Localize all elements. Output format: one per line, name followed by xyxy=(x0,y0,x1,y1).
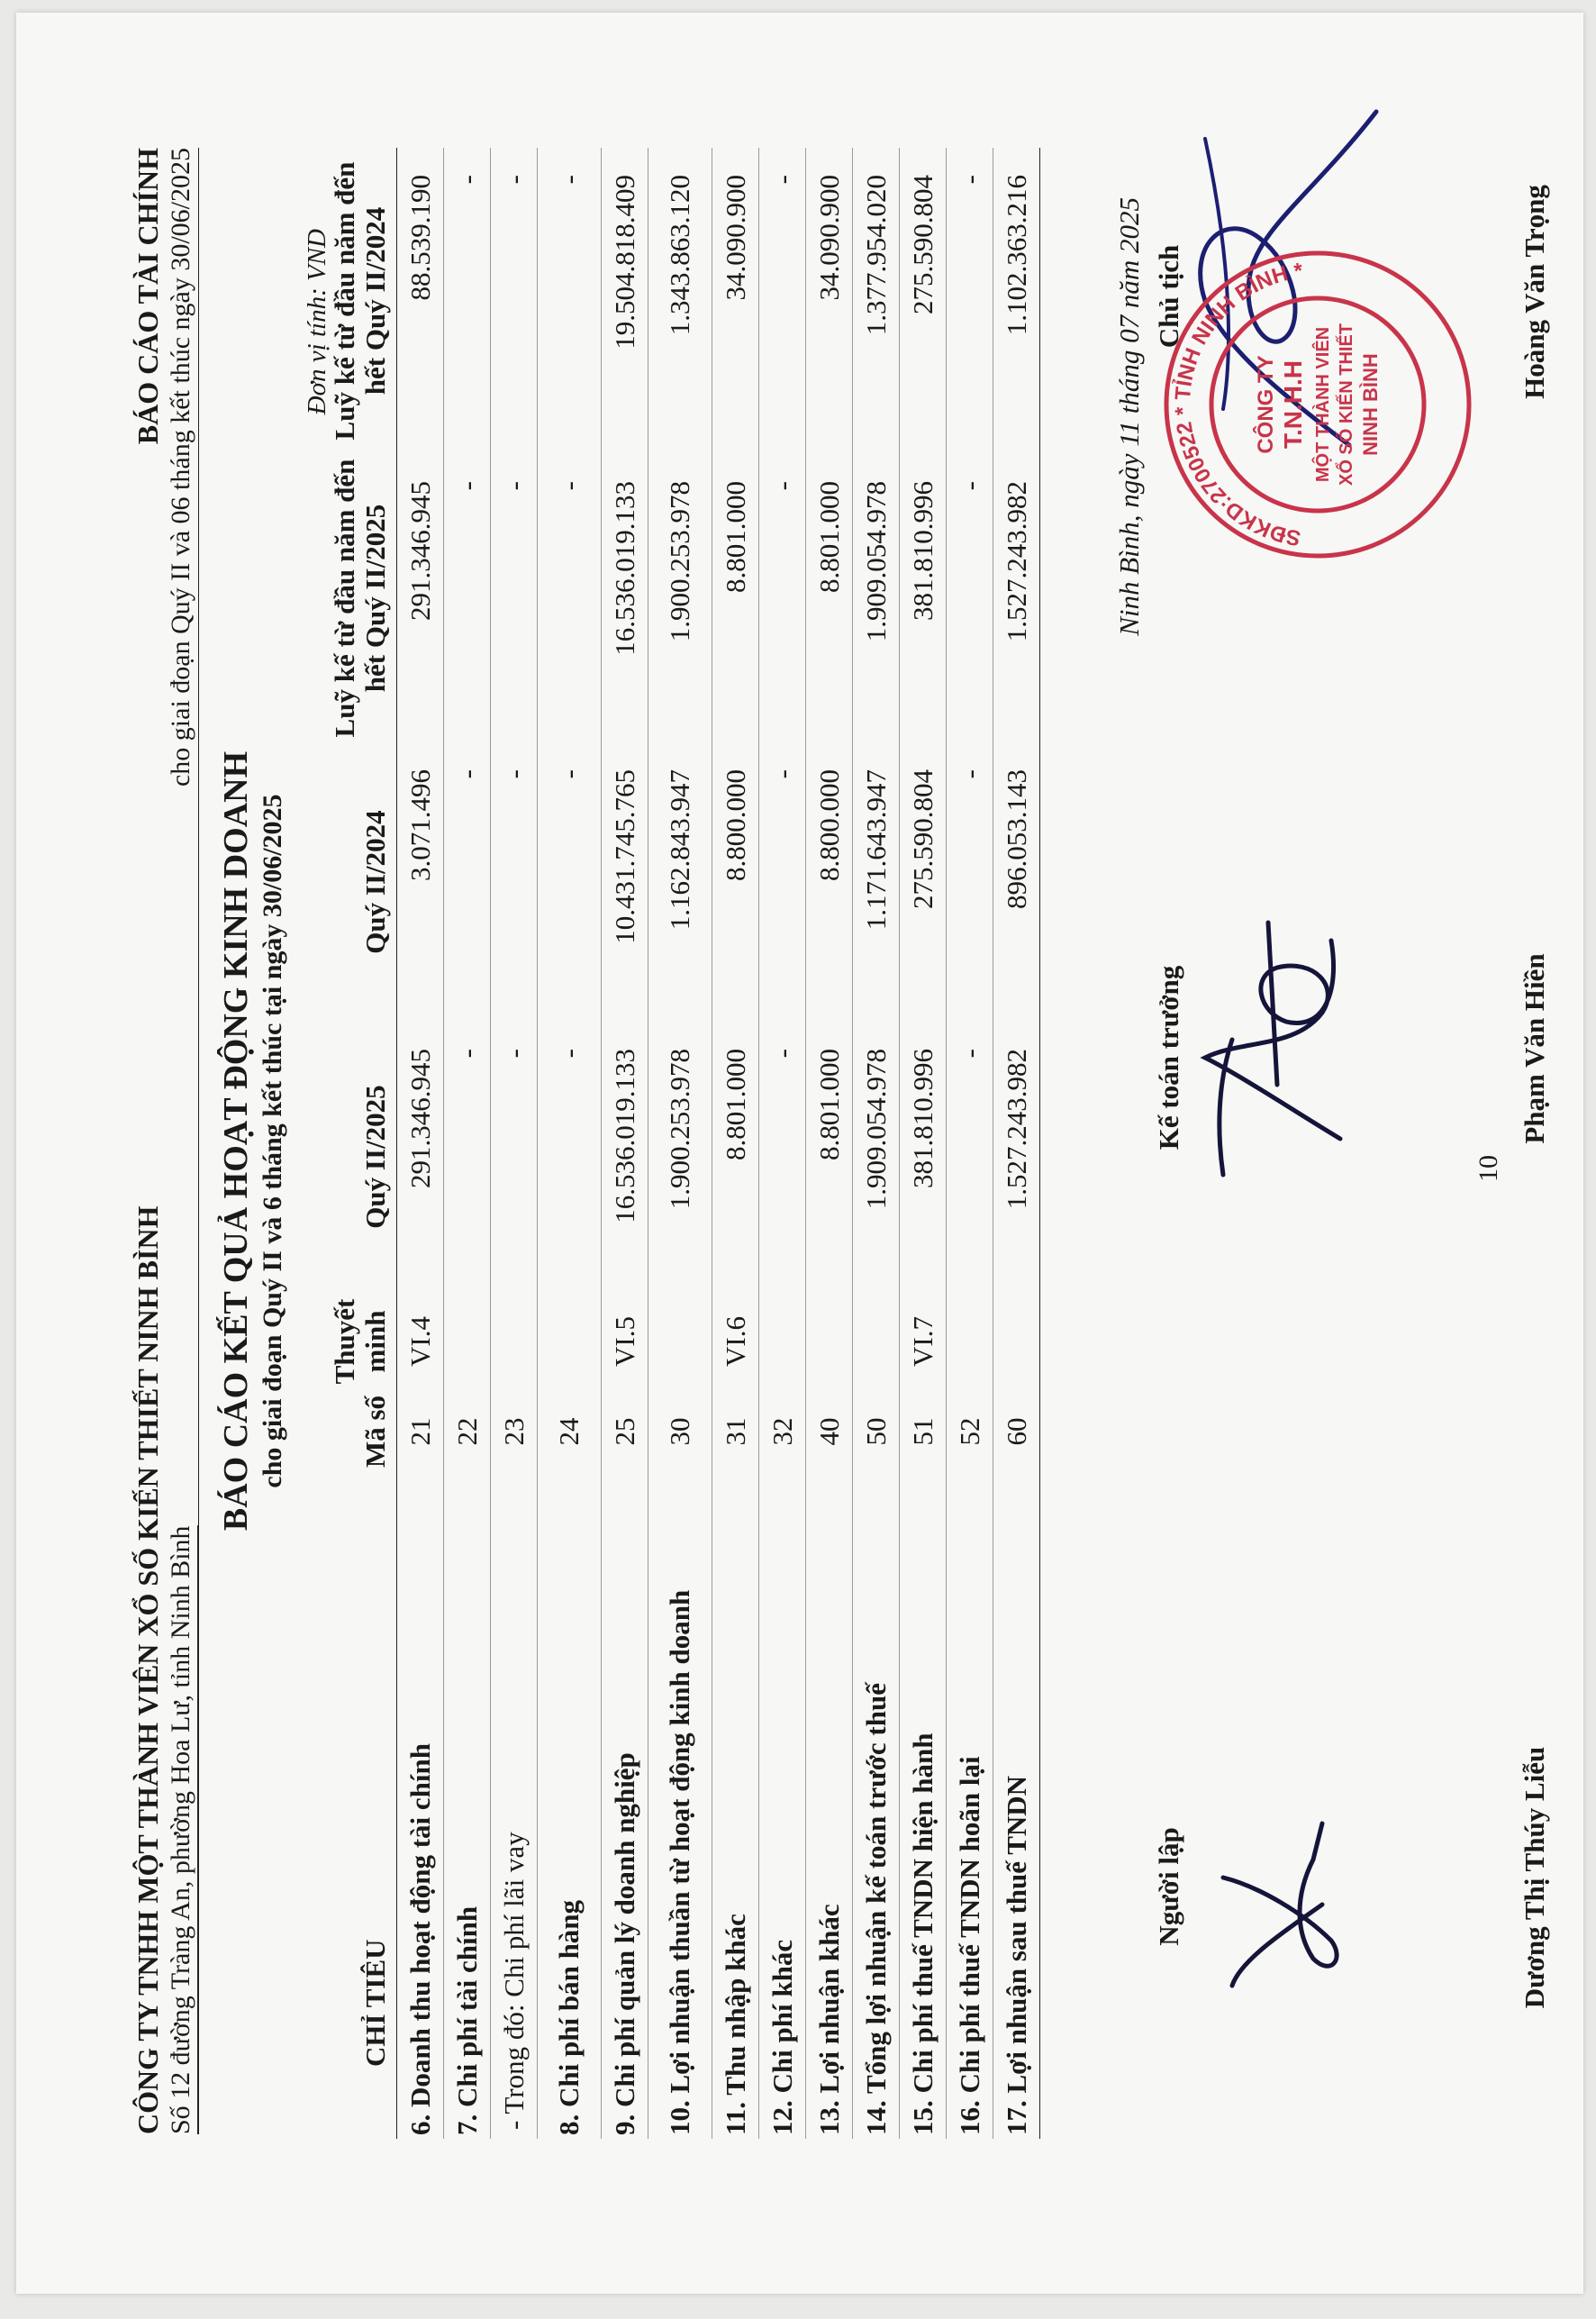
cell-item: 10. Lợi nhuận thuần từ hoạt động kinh doanh xyxy=(648,1472,712,2139)
cell-item: 16. Chi phí thuế TNDN hoãn lại xyxy=(947,1472,993,2139)
cell-code: 24 xyxy=(538,1391,602,1472)
table-row xyxy=(947,148,993,2139)
income-statement-table xyxy=(324,148,1040,2139)
document-sheet xyxy=(16,13,1583,2294)
cell-q2-2024: - xyxy=(491,742,538,1022)
cell-q2-2024: 8.800.000 xyxy=(712,742,759,1022)
cell-ytd-2024: 1.343.863.120 xyxy=(648,148,712,454)
cell-code: 21 xyxy=(397,1391,444,1472)
cell-q2-2025: 1.909.054.978 xyxy=(853,1022,900,1292)
cell-ytd-2024: 275.590.804 xyxy=(900,148,947,454)
seal-line-1: CÔNG TY xyxy=(1254,355,1278,454)
table-row xyxy=(712,148,759,2139)
cell-q2-2024: - xyxy=(947,742,993,1022)
seal-ring-text: SĐKKD:2700522 * TỈNH NINH BÌNH * xyxy=(1170,259,1305,550)
cell-code: 30 xyxy=(648,1391,712,1472)
header-divider xyxy=(198,148,199,2134)
col-header-q2-2025: Quý II/2025 xyxy=(324,1022,397,1292)
col-header-note: Thuyết minh xyxy=(324,1292,397,1391)
cell-q2-2025: 8.801.000 xyxy=(806,1022,853,1292)
cell-code: 23 xyxy=(491,1391,538,1472)
table-row xyxy=(397,148,444,2139)
preparer-name: Dương Thị Thúy Liễu xyxy=(1519,1746,1550,2009)
table-row xyxy=(900,148,947,2139)
cell-note xyxy=(648,1292,712,1391)
page-number: 10 xyxy=(1474,1155,1503,1182)
seal-line-2: T.N.H.H xyxy=(1279,360,1307,449)
cell-code: 50 xyxy=(853,1391,900,1472)
cell-note xyxy=(947,1292,993,1391)
cell-ytd-2024: 34.090.900 xyxy=(712,148,759,454)
col-header-code: Mã số xyxy=(324,1391,397,1472)
cell-q2-2024: - xyxy=(444,742,491,1022)
chairman-title: Chủ tịch xyxy=(1153,244,1184,349)
document-subtitle: cho giai đoạn Quý II và 6 tháng kết thúc tại ngày 30/06/2025 xyxy=(258,794,287,1488)
col-header-q2-2024: Quý II/2024 xyxy=(324,742,397,1022)
cell-note xyxy=(444,1292,491,1391)
cell-code: 25 xyxy=(602,1391,648,1472)
cell-ytd-2024: - xyxy=(947,148,993,454)
cell-item: 12. Chi phí khác xyxy=(759,1472,806,2139)
cell-item: 6. Doanh thu hoạt động tài chính xyxy=(397,1472,444,2139)
cell-item: 15. Chi phí thuế TNDN hiện hành xyxy=(900,1472,947,2139)
col-header-item: CHỈ TIÊU xyxy=(324,1472,397,2139)
cell-q2-2025: - xyxy=(444,1022,491,1292)
cell-item: - Trong đó: Chi phí lãi vay xyxy=(491,1472,538,2139)
cell-ytd-2025: 16.536.019.133 xyxy=(602,454,648,742)
cell-item: 13. Lợi nhuận khác xyxy=(806,1472,853,2139)
col-header-ytd-2025: Luỹ kế từ đầu năm đến hết Quý II/2025 xyxy=(324,454,397,742)
company-address: Số 12 đường Tràng An, phường Hoa Lư, tỉnh Ninh Bình xyxy=(166,1525,198,2134)
accountant-signature xyxy=(1187,905,1367,1193)
cell-q2-2025: - xyxy=(491,1022,538,1292)
rotated-page xyxy=(16,13,1596,2319)
cell-ytd-2025: 1.909.054.978 xyxy=(853,454,900,742)
cell-ytd-2024: 88.539.190 xyxy=(397,148,444,454)
cell-code: 32 xyxy=(759,1391,806,1472)
chairman-name: Hoàng Văn Trọng xyxy=(1519,185,1550,399)
company-seal xyxy=(1156,242,1480,567)
cell-note: VI.7 xyxy=(900,1292,947,1391)
cell-q2-2025: 8.801.000 xyxy=(712,1022,759,1292)
cell-code: 40 xyxy=(806,1391,853,1472)
cell-q2-2025: - xyxy=(759,1022,806,1292)
table-body xyxy=(397,148,1040,2139)
cell-ytd-2025: 8.801.000 xyxy=(712,454,759,742)
cell-code: 51 xyxy=(900,1391,947,1472)
cell-note xyxy=(491,1292,538,1391)
cell-q2-2024: 8.800.000 xyxy=(806,742,853,1022)
cell-ytd-2025: 381.810.996 xyxy=(900,454,947,742)
cell-item: 9. Chi phí quản lý doanh nghiệp xyxy=(602,1472,648,2139)
cell-ytd-2024: - xyxy=(538,148,602,454)
cell-ytd-2024: - xyxy=(491,148,538,454)
cell-note xyxy=(538,1292,602,1391)
cell-note: VI.4 xyxy=(397,1292,444,1391)
seal-line-5: NINH BÌNH xyxy=(1359,353,1382,456)
table-row xyxy=(444,148,491,2139)
table-row xyxy=(759,148,806,2139)
cell-item: 17. Lợi nhuận sau thuế TNDN xyxy=(993,1472,1040,2139)
cell-q2-2025: 381.810.996 xyxy=(900,1022,947,1292)
cell-code: 60 xyxy=(993,1391,1040,1472)
cell-note: VI.6 xyxy=(712,1292,759,1391)
company-name: CÔNG TY TNHH MỘT THÀNH VIÊN XỔ SỐ KIẾN THIẾT NINH BÌNH xyxy=(131,1205,164,2134)
cell-q2-2025: 1.527.243.982 xyxy=(993,1022,1040,1292)
table-row xyxy=(602,148,648,2139)
cell-q2-2024: 10.431.745.765 xyxy=(602,742,648,1022)
currency-unit: Đơn vị tính: VND xyxy=(303,229,331,415)
cell-item: 14. Tổng lợi nhuận kế toán trước thuế xyxy=(853,1472,900,2139)
cell-ytd-2025: 8.801.000 xyxy=(806,454,853,742)
cell-note xyxy=(853,1292,900,1391)
cell-note xyxy=(806,1292,853,1391)
document-title: BÁO CÁO KẾT QUẢ HOẠT ĐỘNG KINH DOANH xyxy=(217,750,255,1532)
cell-ytd-2024: - xyxy=(759,148,806,454)
cell-ytd-2024: 34.090.900 xyxy=(806,148,853,454)
table-row xyxy=(853,148,900,2139)
cell-q2-2024: 1.162.843.947 xyxy=(648,742,712,1022)
cell-note xyxy=(993,1292,1040,1391)
table-row xyxy=(993,148,1040,2139)
cell-ytd-2025: - xyxy=(538,454,602,742)
col-header-ytd-2024: Luỹ kế từ đầu năm đến hết Quý II/2024 xyxy=(324,148,397,454)
seal-line-3: MỘT THÀNH VIÊN xyxy=(1313,326,1333,483)
table-row xyxy=(491,148,538,2139)
table-row xyxy=(648,148,712,2139)
cell-q2-2025: 291.346.945 xyxy=(397,1022,444,1292)
place-date: Ninh Bình, ngày 11 tháng 07 năm 2025 xyxy=(1113,197,1145,636)
preparer-title: Người lập xyxy=(1153,1827,1184,1946)
cell-code: 31 xyxy=(712,1391,759,1472)
cell-q2-2025: - xyxy=(947,1022,993,1292)
cell-ytd-2025: 291.346.945 xyxy=(397,454,444,742)
cell-ytd-2024: 19.504.818.409 xyxy=(602,148,648,454)
cell-q2-2025: 1.900.253.978 xyxy=(648,1022,712,1292)
cell-note xyxy=(759,1292,806,1391)
accountant-title: Kế toán trưởng xyxy=(1153,965,1184,1150)
seal-line-4: XỔ SỐ KIẾN THIẾT xyxy=(1337,323,1356,487)
cell-code: 52 xyxy=(947,1391,993,1472)
cell-ytd-2024: 1.102.363.216 xyxy=(993,148,1040,454)
cell-q2-2024: 896.053.143 xyxy=(993,742,1040,1022)
cell-q2-2024: 275.590.804 xyxy=(900,742,947,1022)
table-header-row xyxy=(324,148,397,2139)
report-type: BÁO CÁO TÀI CHÍNH xyxy=(131,148,164,445)
cell-ytd-2025: - xyxy=(491,454,538,742)
cell-ytd-2025: - xyxy=(947,454,993,742)
cell-q2-2025: 16.536.019.133 xyxy=(602,1022,648,1292)
cell-ytd-2024: - xyxy=(444,148,491,454)
cell-q2-2024: - xyxy=(538,742,602,1022)
cell-item: 7. Chi phí tài chính xyxy=(444,1472,491,2139)
cell-q2-2024: - xyxy=(759,742,806,1022)
cell-ytd-2025: - xyxy=(759,454,806,742)
cell-item: 11. Thu nhập khác xyxy=(712,1472,759,2139)
cell-ytd-2025: 1.900.253.978 xyxy=(648,454,712,742)
report-period: cho giai đoạn Quý II và 06 tháng kết thúc ngày 30/06/2025 xyxy=(166,148,195,787)
cell-q2-2025: - xyxy=(538,1022,602,1292)
cell-ytd-2025: 1.527.243.982 xyxy=(993,454,1040,742)
preparer-signature xyxy=(1205,1778,1349,2013)
table-row xyxy=(806,148,853,2139)
cell-code: 22 xyxy=(444,1391,491,1472)
table-row xyxy=(538,148,602,2139)
cell-ytd-2024: 1.377.954.020 xyxy=(853,148,900,454)
cell-q2-2024: 1.171.643.947 xyxy=(853,742,900,1022)
cell-item: 8. Chi phí bán hàng xyxy=(538,1472,602,2139)
cell-q2-2024: 3.071.496 xyxy=(397,742,444,1022)
accountant-name: Phạm Văn Hiền xyxy=(1519,953,1550,1144)
cell-ytd-2025: - xyxy=(444,454,491,742)
cell-note: VI.5 xyxy=(602,1292,648,1391)
